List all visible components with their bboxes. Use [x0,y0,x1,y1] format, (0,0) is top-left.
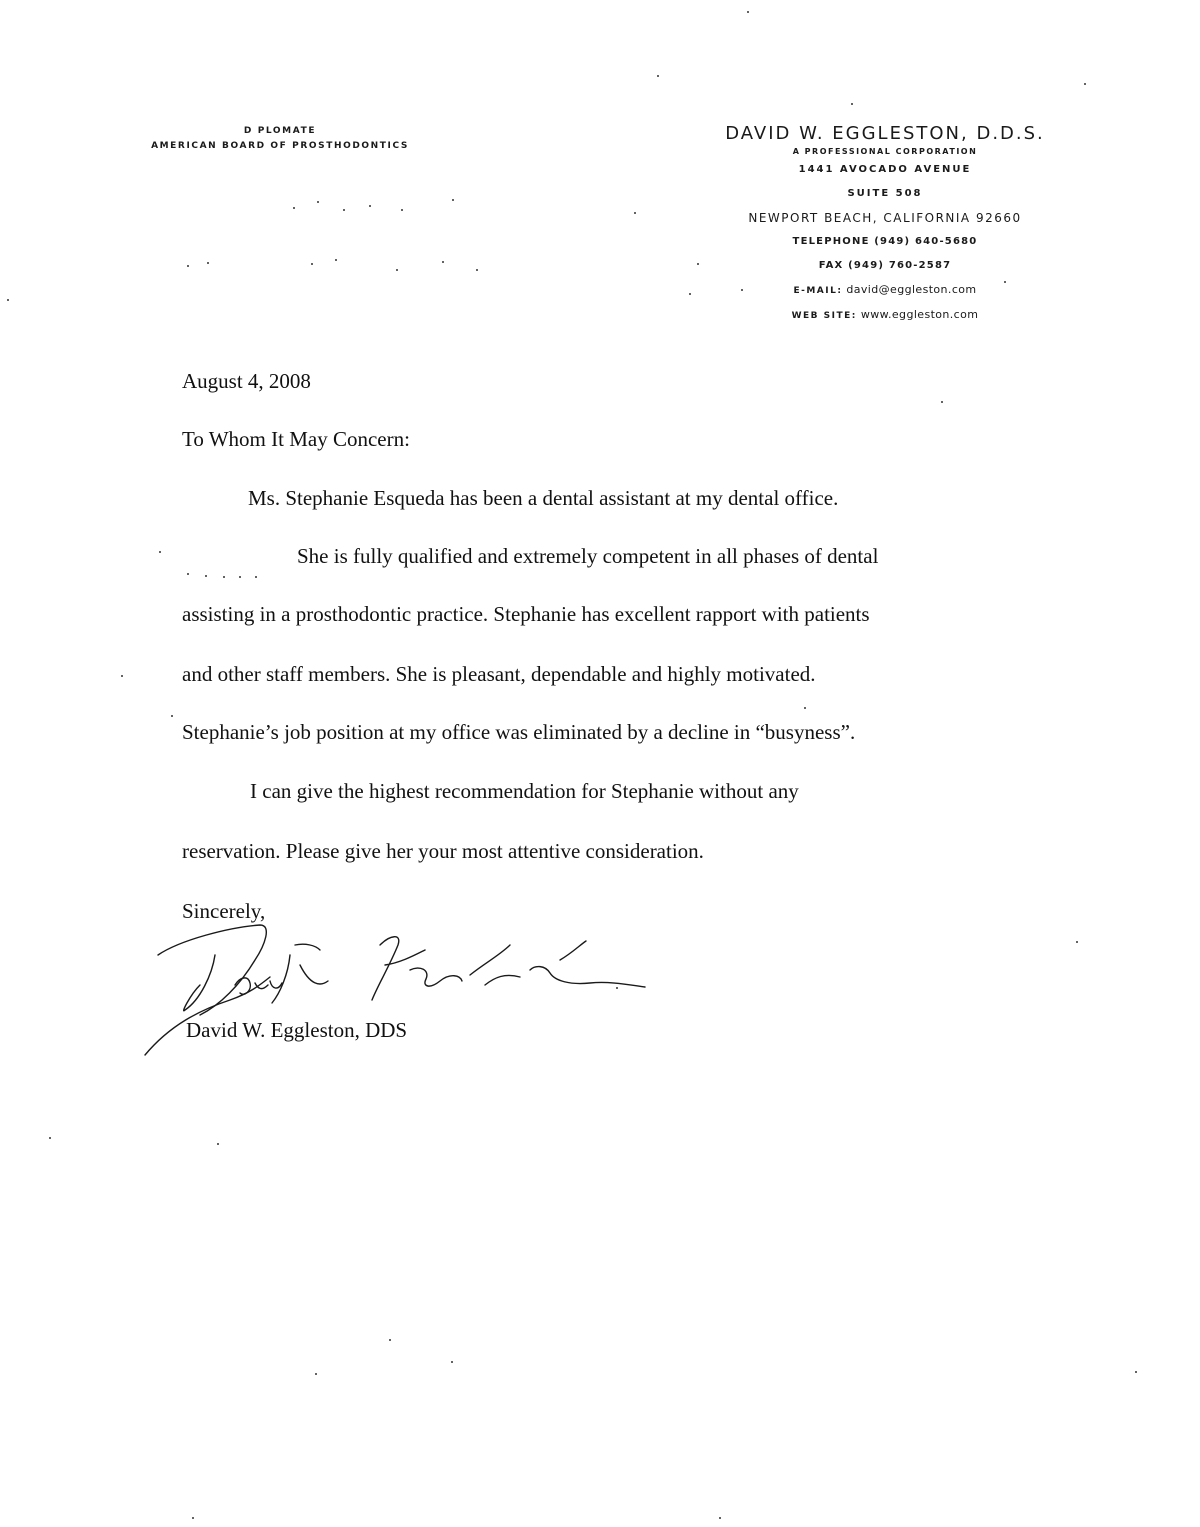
body-line-1: Ms. Stephanie Esqueda has been a dental assistant at my dental office. [248,486,839,510]
suite-line: SUITE 508 [847,188,923,199]
body-line-3: assisting in a prosthodontic practice. Stephanie has excellent rapport with patients [182,602,870,626]
email-address: david@eggleston.com [846,283,977,296]
letter-date: August 4, 2008 [182,369,311,393]
telephone-line: TELEPHONE (949) 640-5680 [792,236,978,247]
email-label: E-MAIL: [793,286,843,296]
website-address: www.eggleston.com [860,308,979,321]
practitioner-name: DAVID W. EGGLESTON, D.D.S. [725,123,1045,144]
board-line: AMERICAN BOARD OF PROSTHODONTICS [151,141,409,151]
body-line-2: She is fully qualified and extremely competent in all phases of dental [297,544,879,568]
closing: Sincerely, [182,899,266,923]
salutation: To Whom It May Concern: [182,427,410,451]
street-address: 1441 AVOCADO AVENUE [798,164,972,175]
diplomate-line: D PLOMATE [243,126,317,136]
body-line-7: reservation. Please give her your most attentive consideration. [182,839,704,863]
body-line-5: Stephanie’s job position at my office was eliminated by a decline in “busyness”. [182,720,856,744]
signer-name: David W. Eggleston, DDS [186,1018,408,1042]
fax-line: FAX (949) 760-2587 [818,260,952,271]
website-label: WEB SITE: [791,311,857,321]
body-line-4: and other staff members. She is pleasant, dependable and highly motivated. [182,662,816,686]
city-line: NEWPORT BEACH, CALIFORNIA 92660 [748,211,1022,225]
corporation-line: A PROFESSIONAL CORPORATION [792,147,978,156]
body-line-6: I can give the highest recommendation for Stephanie without any [250,779,799,803]
